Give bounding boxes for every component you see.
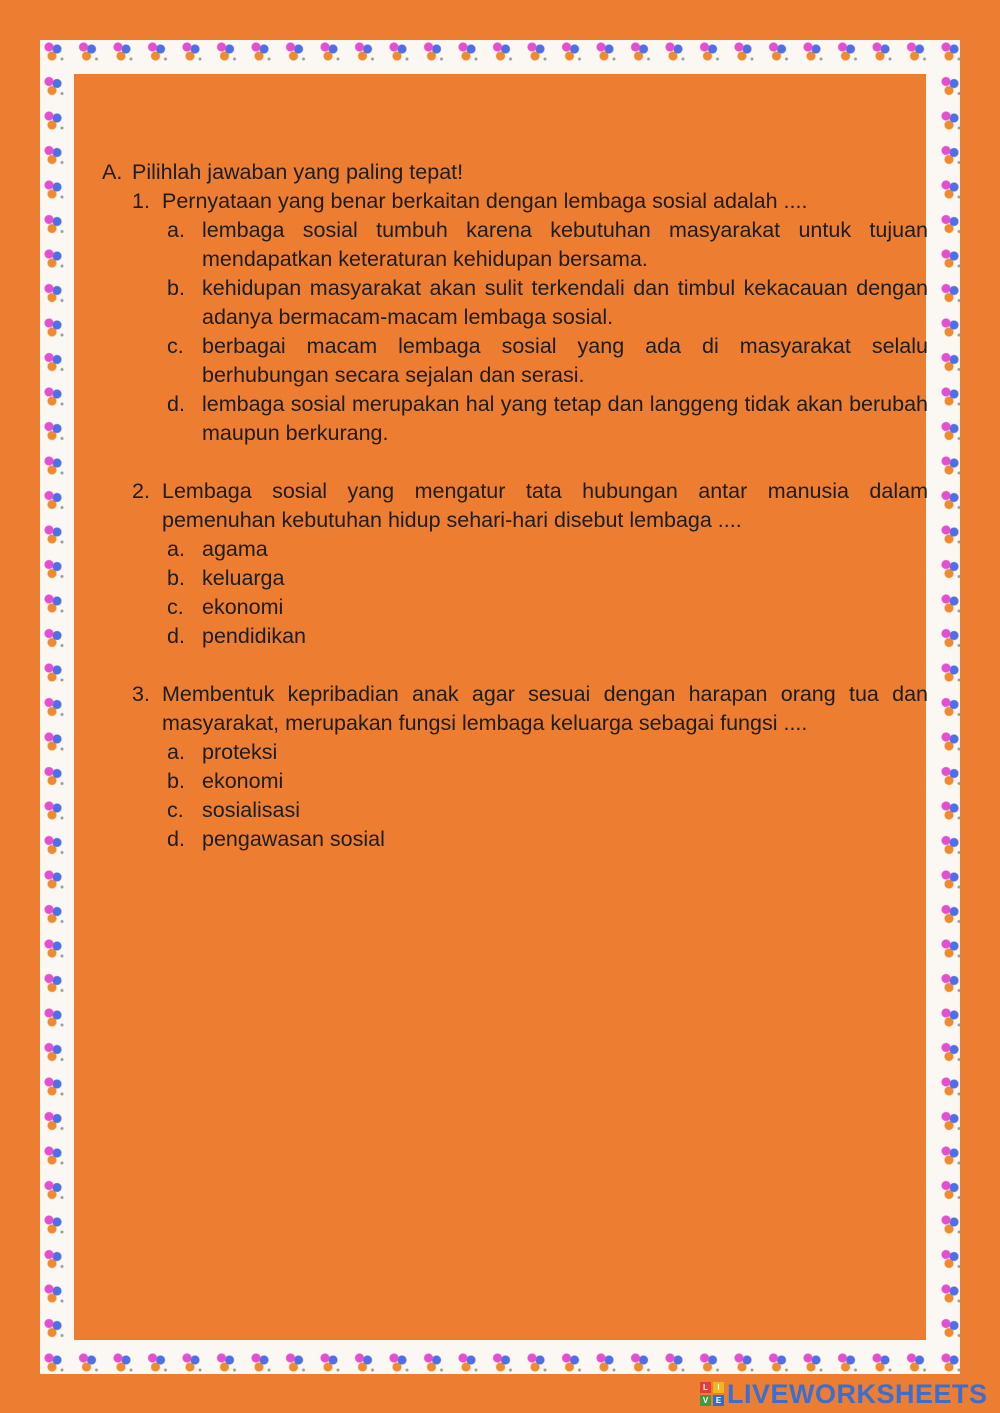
logo-text: LIVEWORKSHEETS — [727, 1378, 988, 1409]
option-text: ekonomi — [202, 769, 284, 793]
option-text: proteksi — [202, 740, 278, 764]
liveworksheets-logo[interactable] — [700, 1380, 988, 1408]
option-a[interactable] — [167, 738, 928, 767]
logo-mark-icon — [700, 1382, 724, 1406]
option-d[interactable] — [167, 622, 928, 651]
option-text: keluarga — [202, 566, 285, 590]
option-text: pendidikan — [202, 624, 307, 648]
question-2 — [102, 477, 928, 651]
option-label: d. — [167, 392, 185, 416]
option-label: a. — [167, 218, 185, 242]
option-text: lembaga sosial merupakan hal yang tetap dan langgeng tidak akan berubah maupun berkurang. — [202, 392, 928, 445]
option-a[interactable] — [167, 535, 928, 564]
question-number: 2. — [132, 479, 150, 503]
option-c[interactable] — [167, 796, 928, 825]
question-1 — [102, 187, 928, 448]
option-label: a. — [167, 537, 185, 561]
section-heading — [102, 158, 928, 187]
worksheet-content — [102, 158, 928, 883]
option-a[interactable] — [167, 216, 928, 274]
option-b[interactable] — [167, 274, 928, 332]
option-d[interactable] — [167, 390, 928, 448]
option-b[interactable] — [167, 767, 928, 796]
option-label: c. — [167, 595, 184, 619]
option-text: agama — [202, 537, 268, 561]
option-c[interactable] — [167, 593, 928, 622]
question-3 — [102, 680, 928, 854]
question-text: Pernyataan yang benar berkaitan dengan lembaga sosial adalah .... — [162, 189, 808, 213]
logo-letter: I — [713, 1382, 724, 1393]
option-label: c. — [167, 798, 184, 822]
option-label: b. — [167, 769, 185, 793]
logo-letter: L — [700, 1382, 711, 1393]
option-b[interactable] — [167, 564, 928, 593]
question-number: 3. — [132, 682, 150, 706]
option-c[interactable] — [167, 332, 928, 390]
option-text: lembaga sosial tumbuh karena kebutuhan masyarakat untuk tujuan mendapatkan keteraturan kehidupan bersama. — [202, 218, 928, 271]
option-text: pengawasan sosial — [202, 827, 385, 851]
logo-letter: E — [713, 1395, 724, 1406]
section-label: A. — [102, 160, 123, 184]
option-text: sosialisasi — [202, 798, 300, 822]
section-title: Pilihlah jawaban yang paling tepat! — [132, 160, 464, 184]
option-text: berbagai macam lembaga sosial yang ada di masyarakat selalu berhubungan secara sejalan dan serasi. — [202, 334, 928, 387]
option-d[interactable] — [167, 825, 928, 854]
option-text: ekonomi — [202, 595, 284, 619]
option-label: b. — [167, 276, 185, 300]
question-text: Lembaga sosial yang mengatur tata hubungan antar manusia dalam pemenuhan kebutuhan hidup sehari-hari disebut lembaga .... — [162, 479, 928, 532]
question-text: Membentuk kepribadian anak agar sesuai dengan harapan orang tua dan masyarakat, merupakan fungsi lembaga keluarga sebagai fungsi .... — [162, 682, 928, 735]
option-label: b. — [167, 566, 185, 590]
option-text: kehidupan masyarakat akan sulit terkendali dan timbul kekacauan dengan adanya bermacam-macam lembaga sosial. — [202, 276, 928, 329]
logo-letter: V — [700, 1395, 711, 1406]
option-label: c. — [167, 334, 184, 358]
option-label: a. — [167, 740, 185, 764]
option-label: d. — [167, 624, 185, 648]
option-label: d. — [167, 827, 185, 851]
question-number: 1. — [132, 189, 150, 213]
